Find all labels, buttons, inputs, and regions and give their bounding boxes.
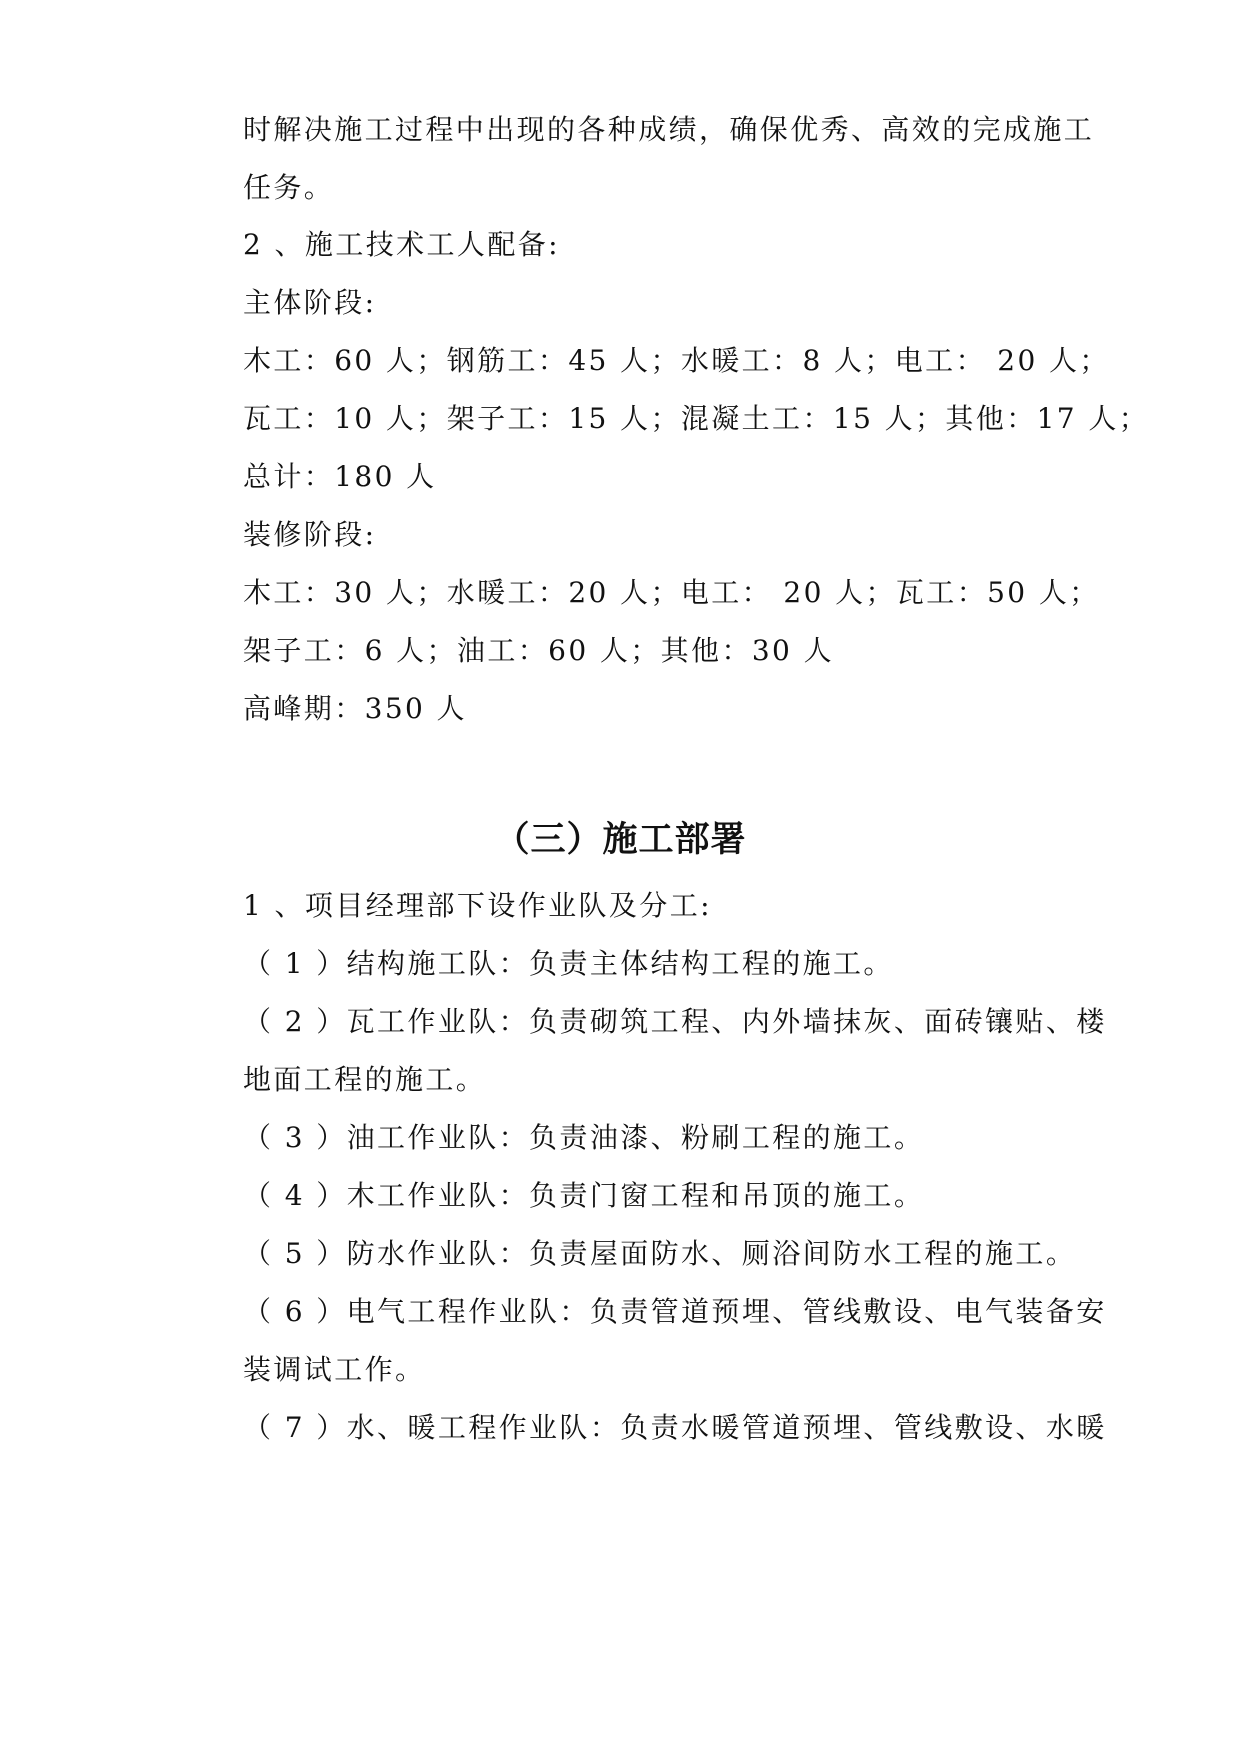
paragraph-line: 地面工程的施工。 [243,1063,487,1096]
paragraph-line: 木工：60 人；钢筋工：45 人；水暖工：8 人；电工： 20 人； [243,344,1110,377]
paragraph-line: 任务。 [243,171,335,204]
paragraph-line: （ 2 ）瓦工作业队：负责砌筑工程、内外墙抹灰、面砖镶贴、楼 [243,1005,1107,1038]
paragraph-line: （ 1 ）结构施工队：负责主体结构工程的施工。 [243,947,894,980]
paragraph-line: （ 5 ）防水作业队：负责屋面防水、厕浴间防水工程的施工。 [243,1237,1077,1270]
paragraph-line: 总计：180 人 [243,460,437,493]
paragraph-line: 架子工：6 人；油工：60 人；其他：30 人 [243,634,834,667]
paragraph-line: （ 7 ）水、暖工程作业队：负责水暖管道预埋、管线敷设、水暖 [243,1411,1107,1444]
paragraph-line: （ 3 ）油工作业队：负责油漆、粉刷工程的施工。 [243,1121,925,1154]
paragraph-line: 装修阶段: [243,518,377,551]
paragraph-line: 木工：30 人；水暖工：20 人；电工： 20 人；瓦工：50 人； [243,576,1100,609]
paragraph-line: （ 4 ）木工作业队：负责门窗工程和吊顶的施工。 [243,1179,925,1212]
paragraph-line: 1 、项目经理部下设作业队及分工: [243,889,712,922]
paragraph-line: 高峰期：350 人 [243,692,467,725]
paragraph-line: （ 6 ）电气工程作业队：负责管道预埋、管线敷设、电气装备安 [243,1295,1107,1328]
paragraph-line: 时解决施工过程中出现的各种成绩，确保优秀、高效的完成施工 [243,113,1095,146]
paragraph-line: 2 、施工技术工人配备: [243,228,560,261]
paragraph-line: 主体阶段: [243,286,377,319]
section-title: （三）施工部署 [494,820,747,860]
paragraph-line: 装调试工作。 [243,1353,426,1386]
paragraph-line: 瓦工：10 人；架子工：15 人；混凝土工：15 人；其他：17 人； [243,402,1150,435]
